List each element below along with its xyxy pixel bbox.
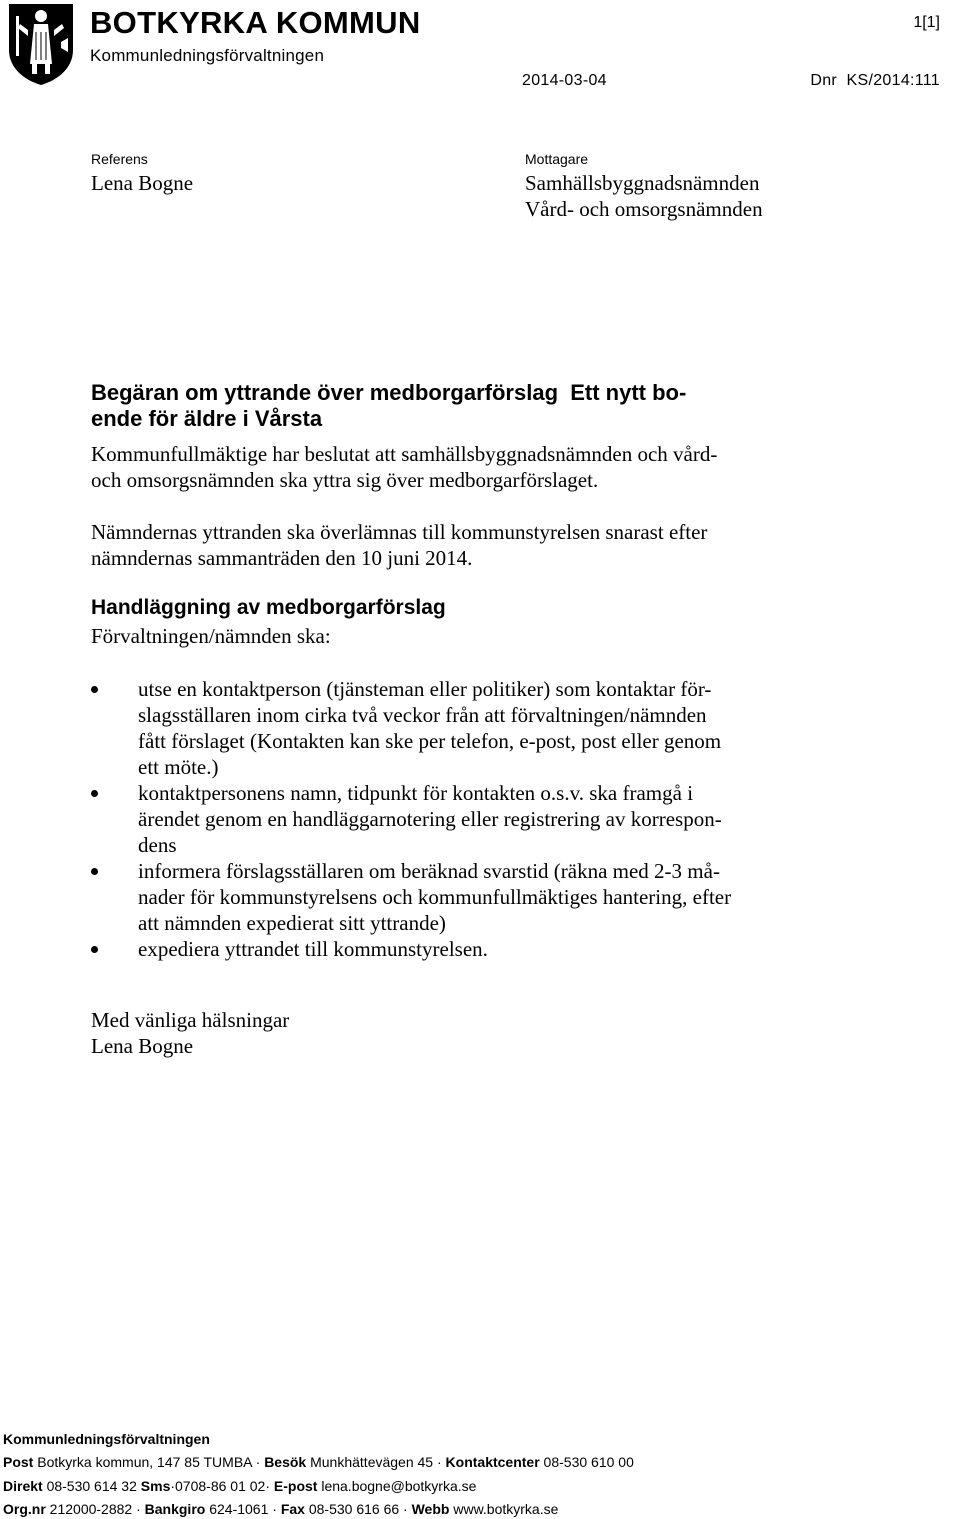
recipient-item: Vård- och omsorgsnämnden [525, 197, 763, 221]
footer-label: Org.nr [3, 1501, 46, 1517]
footer-value: ·0708-86 01 02· [170, 1478, 274, 1494]
footer-web-link[interactable]: www.botkyrka.se [449, 1501, 559, 1517]
list-item [91, 858, 811, 936]
text-line: Nämndernas yttranden ska överlämnas till kommunstyrelsen snarast efter [91, 520, 708, 544]
paragraph-decision [91, 441, 811, 493]
footer-label: Sms [140, 1478, 171, 1494]
document-dnr: Dnr KS/2014:111 [810, 72, 940, 89]
text-line: och omsorgsnämnden ska yttra sig över medborgarförslaget. [91, 468, 599, 492]
footer-label: Webb [411, 1501, 450, 1517]
footer-label: Fax [280, 1501, 305, 1517]
reference-label: Referens [91, 151, 148, 167]
section-heading: Handläggning av medborgarförslag [91, 596, 446, 619]
bullet-icon [91, 868, 98, 875]
text-line: nader för kommunstyrelsens och kommunfullmäktiges hantering, efter [138, 885, 732, 909]
text-line: kontaktpersonens namn, tidpunkt för kontakten o.s.v. ska framgå i [138, 781, 694, 805]
title-line: ende för äldre i Vårsta [91, 406, 323, 431]
footer-label: E-post [273, 1478, 318, 1494]
footer-contact-line [3, 1500, 558, 1518]
bullet-icon [91, 790, 98, 797]
section-intro: Förvaltningen/nämnden ska: [91, 624, 331, 648]
list-item [91, 780, 811, 858]
footer-label: Kontaktcenter [445, 1454, 540, 1470]
footer-label: Post [3, 1454, 34, 1470]
text-line: expediera yttrandet till kommunstyrelsen. [138, 937, 488, 961]
footer-label: Besök [264, 1454, 307, 1470]
bullet-icon [91, 686, 98, 693]
list-item [91, 676, 811, 780]
footer-contact-line [3, 1477, 476, 1495]
text-line: utse en kontaktperson (tjänsteman eller politiker) som kontaktar för- [138, 677, 712, 701]
recipients-label: Mottagare [525, 151, 589, 167]
text-line: slagsställaren inom cirka två veckor från att förvaltningen/nämnden [138, 703, 707, 727]
text-line: dens [138, 833, 177, 857]
page-number: 1[1] [913, 14, 940, 31]
closing-greeting: Med vänliga hälsningar [91, 1008, 290, 1032]
footer-label: Bankgiro [144, 1501, 206, 1517]
text-line: fått förslaget (Kontakten kan ske per telefon, e-post, post eller genom [138, 729, 722, 753]
text-line: informera förslagsställaren om beräknad svarstid (räkna med 2-3 må- [138, 859, 720, 883]
footer-label: Direkt [3, 1478, 43, 1494]
title-line: Begäran om yttrande över medborgarförslag Ett nytt bo- [91, 380, 687, 405]
footer-value: Munkhättevägen 45 · [306, 1454, 446, 1470]
footer-value: 08-530 616 66 · [304, 1501, 412, 1517]
footer-department: Kommunledningsförvaltningen [3, 1431, 210, 1447]
org-name: BOTKYRKA KOMMUN [90, 5, 421, 40]
coat-of-arms-icon [6, 2, 76, 86]
footer-value: Botkyrka kommun, 147 85 TUMBA · [33, 1454, 265, 1470]
footer-contact-line [3, 1453, 634, 1471]
recipient-item: Samhällsbyggnadsnämnden [525, 171, 760, 195]
reference-name: Lena Bogne [91, 171, 194, 195]
text-line: nämndernas sammanträden den 10 juni 2014. [91, 546, 473, 570]
bullet-icon [91, 946, 98, 953]
text-line: Kommunfullmäktige har beslutat att samhällsbyggnadsnämnden och vård- [91, 442, 718, 466]
recipients-list [525, 170, 763, 222]
footer-value: 212000-2882 · [45, 1501, 145, 1517]
footer-value: 624-1061 · [205, 1501, 281, 1517]
list-item [91, 936, 811, 962]
footer-value: 08-530 614 32 [42, 1478, 141, 1494]
text-line: att nämnden expedierat sitt yttrande) [138, 911, 446, 935]
document-date: 2014-03-04 [522, 72, 607, 89]
signature-name: Lena Bogne [91, 1034, 194, 1058]
text-line: ärendet genom en handläggarnotering eller registrering av korrespon- [138, 807, 722, 831]
document-title [91, 380, 811, 432]
footer-email[interactable]: lena.bogne@botkyrka.se [317, 1478, 477, 1494]
org-department: Kommunledningsförvaltningen [90, 46, 325, 65]
footer-value: 08-530 610 00 [539, 1454, 634, 1470]
task-list [91, 676, 811, 962]
text-line: ett möte.) [138, 755, 219, 779]
paragraph-deadline [91, 519, 811, 571]
